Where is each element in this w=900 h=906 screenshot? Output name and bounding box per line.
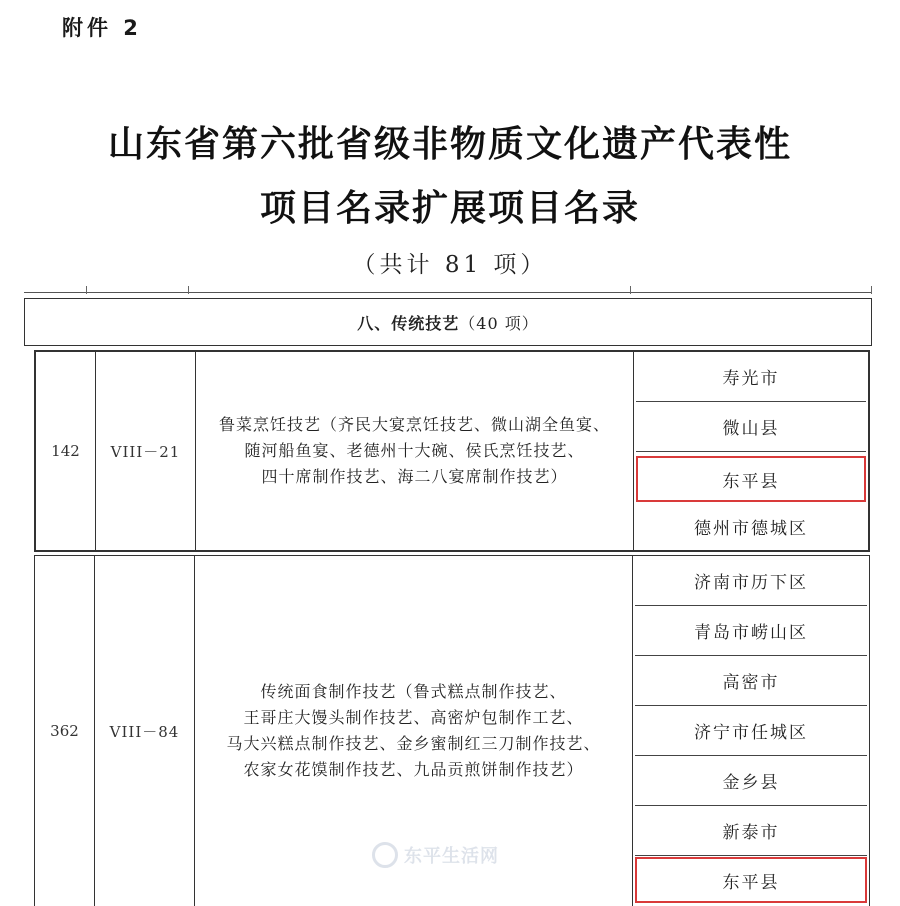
project-name-line: 鲁菜烹饪技艺（齐民大宴烹饪技艺、微山湖全鱼宴、 <box>218 415 610 434</box>
region-cell: 济南市历下区 <box>635 556 867 606</box>
section-count: （40 项） <box>459 313 539 333</box>
project-code: VIII－84 <box>95 556 195 906</box>
section-header <box>24 298 872 346</box>
document-title-line-1: 山东省第六批省级非物质文化遗产代表性 <box>107 124 792 165</box>
project-name-line: 随河船鱼宴、老德州十大碗、侯氏烹饪技艺、 <box>244 441 585 460</box>
watermark <box>372 842 499 868</box>
attachment-label: 附件 2 <box>62 16 142 40</box>
region-cell: 济宁市任城区 <box>635 706 867 756</box>
region-cell-highlighted: 东平县 <box>635 857 867 903</box>
watermark-text: 东平生活网 <box>404 846 499 867</box>
watermark-logo-icon <box>372 842 398 868</box>
table-row <box>34 350 870 552</box>
region-cell: 金乡县 <box>635 756 867 806</box>
project-name-line: 王哥庄大馒头制作技艺、高密炉包制作工艺、 <box>243 708 584 727</box>
region-list <box>633 556 869 906</box>
total-count: （共计 81 项） <box>352 252 548 278</box>
region-list <box>634 352 868 550</box>
region-cell: 青岛市崂山区 <box>635 606 867 656</box>
region-cell: 德州市德城区 <box>694 518 808 539</box>
row-number: 362 <box>35 556 95 906</box>
region-cell: 新泰市 <box>635 806 867 856</box>
project-name-line: 传统面食制作技艺（鲁式糕点制作技艺、 <box>260 682 567 701</box>
region-cell: 高密市 <box>635 656 867 706</box>
project-name <box>196 352 634 550</box>
table-top-rule <box>24 292 872 293</box>
project-code: VIII－21 <box>96 352 196 550</box>
section-name: 八、传统技艺 <box>357 313 460 333</box>
region-cell: 微山县 <box>636 402 866 452</box>
project-name-line: 马大兴糕点制作技艺、金乡蜜制红三刀制作技艺、 <box>226 734 601 753</box>
region-cell: 寿光市 <box>636 352 866 402</box>
row-number: 142 <box>36 352 96 550</box>
project-name-line: 农家女花馍制作技艺、九品贡煎饼制作技艺） <box>243 760 584 779</box>
project-name-line: 四十席制作技艺、海二八宴席制作技艺） <box>261 467 568 486</box>
document-title-line-2: 项目名录扩展项目名录 <box>259 188 640 229</box>
region-cell-highlighted: 东平县 <box>636 456 866 502</box>
